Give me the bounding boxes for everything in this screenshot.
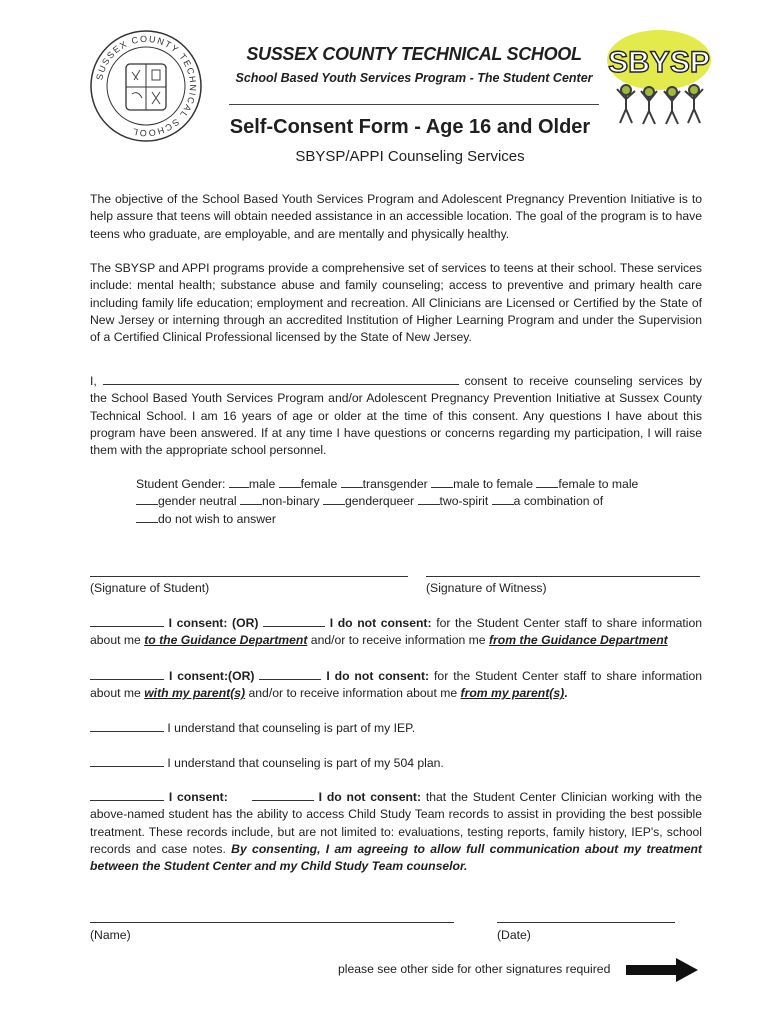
guidance-not-consent-blank[interactable] [263, 615, 325, 627]
services-paragraph: The SBYSP and APPI programs provide a comprehensive set of services to teens at their school. These services include: mental health; substance abuse and family counseling; access to preventive and primary health care including family life education; employment and recreation. All Clinicians are Licensed or Certified by the State of New Jersey or interning through an accredited Institution of Higher Learning Program and under the Supervision of a Certified Clinical Professional licensed by the State of New Jersey. [90, 261, 702, 345]
footer-note: please see other side for other signatures required [338, 962, 611, 976]
date-line[interactable] [497, 922, 675, 923]
guidance-text: for the Student Center staff to share information about me [90, 616, 703, 648]
student-signature-label: (Signature of Student) [90, 581, 210, 595]
name-line[interactable] [90, 922, 454, 923]
gender-transgender-blank[interactable] [341, 476, 363, 488]
witness-signature-line[interactable] [426, 576, 700, 577]
gender-combination-blank[interactable] [492, 493, 514, 505]
gender-male-label: male [248, 477, 276, 491]
gender-mtf-blank[interactable] [431, 476, 453, 488]
program-name: School Based Youth Services Program - The Student Center [235, 71, 593, 85]
gender-twospirit-blank[interactable] [418, 493, 440, 505]
gender-twospirit-label: two-spirit [439, 494, 489, 509]
plan504-row [90, 755, 702, 772]
gender-genderqueer-blank[interactable] [323, 493, 345, 505]
parent-text: for the Student Center staff to share information about me [90, 669, 703, 701]
iep-text: I understand that counseling is part of my IEP. [167, 721, 416, 735]
guidance-consent-row [90, 615, 702, 650]
witness-signature-label: (Signature of Witness) [426, 581, 547, 595]
gender-nonbinary-label: non-binary [262, 494, 320, 509]
date-label: (Date) [497, 928, 531, 942]
iep-blank[interactable] [90, 720, 164, 732]
gender-genderqueer-label: genderqueer [344, 494, 415, 509]
parent-consent-label: I consent:(OR) [168, 669, 255, 683]
gender-neutral-blank[interactable] [136, 493, 158, 505]
parent-consent-blank[interactable] [90, 668, 164, 680]
gender-nonbinary-blank[interactable] [240, 493, 262, 505]
parent-end: . [564, 686, 568, 701]
seal-text: SUSSEX COUNTY TECHNICAL SCHOOL [94, 33, 199, 139]
cst-consent-blank[interactable] [90, 789, 164, 801]
parent-consent-row [90, 668, 702, 703]
gender-label: Student Gender: [136, 477, 226, 491]
cst-text: that the Student Center Clinician working with the above-named student has the ability to access Child Study Team records to assist in providing the best possible treatment. These records include, but are not limited to: evaluations, testing reports, family history, IEP's, school records and case notes. [90, 790, 703, 856]
gender-ftm-label: female to male [558, 477, 639, 491]
consent-prefix: I, [90, 374, 103, 388]
header-divider [229, 104, 599, 105]
gender-no-answer-blank[interactable] [136, 511, 158, 523]
cst-consent-label: I consent: [168, 790, 228, 804]
arrow-right-icon [626, 958, 698, 982]
form-title: Self-Consent Form - Age 16 and Older [229, 116, 591, 138]
plan504-text: I understand that counseling is part of my 504 plan. [167, 756, 444, 770]
objective-paragraph: The objective of the School Based Youth Services Program and Adolescent Pregnancy Prevention Initiative is to help assure that teens will obtain needed assistance in an accessible location. The goal of the program is to have teens who graduate, are employable, and are mentally and physically healthy. [90, 192, 702, 241]
gender-no-answer-label: do not wish to answer [158, 511, 276, 526]
cst-not-consent-blank[interactable] [252, 789, 314, 801]
gender-male-blank[interactable] [229, 476, 249, 488]
guidance-text-2: and/or to receive information me [307, 633, 489, 648]
parent-not-consent-label: I do not consent: [326, 669, 430, 683]
logo-text: SBYSP [608, 46, 710, 79]
parent-with: with my parent(s) [144, 686, 246, 701]
consent-text: consent to receive counseling services by the School Based Youth Services Program and/or Adolescent Pregnancy Prevention Initiative at Sussex County Technical School. I am 16 years of age or older at the time of this consent. Any questions I have about this program have been answered. If at any time I have questions or concerns regarding my participation, I will raise them with the appropriate school personnel. [90, 374, 702, 458]
gender-mtf-label: male to female [453, 477, 533, 491]
iep-row [90, 720, 702, 737]
plan504-blank[interactable] [90, 755, 164, 767]
student-signature-line[interactable] [90, 576, 408, 577]
student-name-field[interactable] [103, 373, 459, 385]
guidance-department-to: to the Guidance Department [144, 633, 308, 648]
cst-consent-row [90, 789, 702, 875]
gender-combination-label: a combination of [513, 494, 604, 509]
gender-transgender-label: transgender [362, 477, 428, 491]
cst-not-consent-label: I do not consent: [318, 790, 422, 804]
school-name: SUSSEX COUNTY TECHNICAL SCHOOL [246, 44, 582, 64]
consent-paragraph [90, 373, 702, 459]
parent-text-2: and/or to receive information about me [245, 686, 461, 701]
sbysp-logo [604, 28, 714, 126]
guidance-consent-blank[interactable] [90, 615, 164, 627]
gender-options [136, 476, 706, 528]
gender-female-label: female [300, 477, 338, 491]
cst-bold-text: By consenting, I am agreeing to allow full communication about my treatment between the Student Center and my Child Study Team counselor. [90, 841, 702, 874]
guidance-department-from: from the Guidance Department [488, 633, 668, 648]
gender-ftm-blank[interactable] [536, 476, 558, 488]
parent-not-consent-blank[interactable] [259, 668, 321, 680]
name-label: (Name) [90, 928, 131, 942]
gender-female-blank[interactable] [279, 476, 301, 488]
gender-neutral-label: gender neutral [158, 494, 237, 509]
guidance-consent-label: I consent: (OR) [168, 616, 259, 630]
parent-from: from my parent(s) [460, 686, 565, 701]
guidance-not-consent-label: I do not consent: [329, 616, 432, 630]
form-subtitle: SBYSP/APPI Counseling Services [295, 148, 525, 165]
